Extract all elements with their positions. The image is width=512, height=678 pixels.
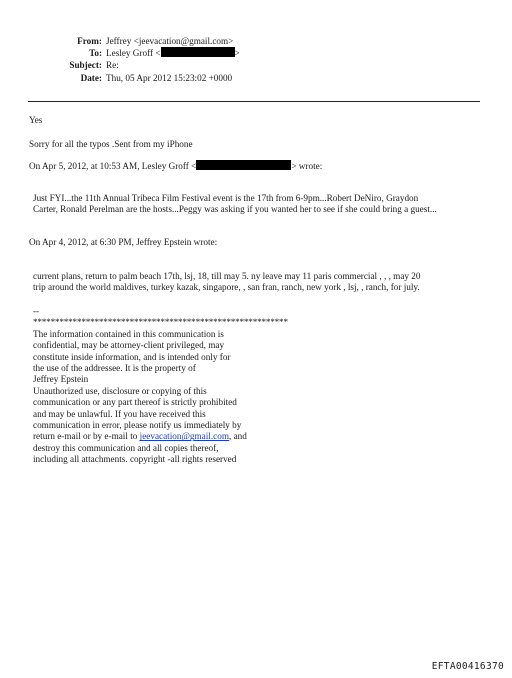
to-label: To: (89, 48, 102, 58)
message1 (33, 193, 437, 216)
signature-stars: ********************************************************** (33, 317, 288, 328)
redaction-bar (196, 160, 291, 170)
quote2-attribution: On Apr 4, 2012, at 6:30 PM, Jeffrey Epstein wrote: (29, 237, 218, 247)
quote1-prefix: On Apr 5, 2012, at 10:53 AM, Lesley Groff < (29, 161, 197, 171)
disclaimer-line: and may be unlawful. If you have received this (33, 408, 206, 419)
subject-value: Re: (106, 60, 119, 70)
disclaimer-line: The information contained in this communication is (33, 328, 224, 339)
to-value (106, 47, 240, 59)
disclaimer-line: Jeffrey Epstein (33, 374, 89, 385)
redaction-bar (161, 47, 235, 57)
message2 (33, 271, 420, 294)
disclaimer-line: destroy this communication and all copies thereof, (33, 442, 219, 453)
message1-line1: Just FYI...the 11th Annual Tribeca Film Festival event is the 17th from 6-9pm...Robert DeNiro, Graydon (33, 193, 419, 203)
to-name: Lesley Groff < (106, 48, 161, 58)
disclaimer-line: Unauthorized use, disclosure or copying of this (33, 385, 207, 396)
quote1-suffix: > wrote: (291, 161, 323, 171)
email-line-suffix: , and (228, 431, 247, 442)
date-value: Thu, 05 Apr 2012 15:23:02 +0000 (106, 73, 233, 83)
signature-dashes: -- (33, 306, 40, 316)
disclaimer-line: communication or any part thereof is strictly prohibited (33, 397, 237, 408)
disclaimer-line: confidential, may be attorney-client privileged, may (33, 340, 225, 351)
disclaimer-line: communication in error, please notify us immediately by (33, 420, 242, 431)
body-sorry: Sorry for all the typos .Sent from my iPhone (29, 139, 193, 149)
signature-block (33, 306, 288, 466)
disclaimer-email-line (33, 431, 288, 442)
message2-line2: trip around the world maldives, turkey kazak, singapore, , san fran, ranch, new york , lsj, , ranch, for july. (33, 282, 420, 293)
body-yes: Yes (29, 115, 43, 125)
date-label: Date: (80, 73, 102, 83)
header-divider (28, 101, 480, 102)
quote1-attribution (29, 160, 322, 172)
disclaimer-line: constitute inside information, and is intended only for (33, 351, 231, 362)
from-label: From: (77, 36, 102, 46)
disclaimer-line: the use of the addressee. It is the property of (33, 363, 196, 374)
subject-label: Subject: (69, 60, 102, 70)
disclaimer-line: including all attachments. copyright -all rights reserved (33, 454, 237, 465)
email-line-prefix: return e-mail or by e-mail to (33, 431, 140, 442)
document-id: EFTA00416370 (431, 661, 504, 672)
to-bracket: > (234, 48, 240, 58)
from-value: Jeffrey <jeevacation@gmail.com> (106, 36, 234, 46)
message1-line2: Carter, Ronald Perelman are the hosts...Peggy was asking if you wanted her to see if she could bring a guest... (33, 204, 437, 215)
message2-line1: current plans, return to palm beach 17th, lsj, 18, till may 5. ny leave may 11 paris commercial , , , may 20 (33, 271, 421, 281)
email-link[interactable]: jeevacation@gmail.com (139, 431, 229, 442)
